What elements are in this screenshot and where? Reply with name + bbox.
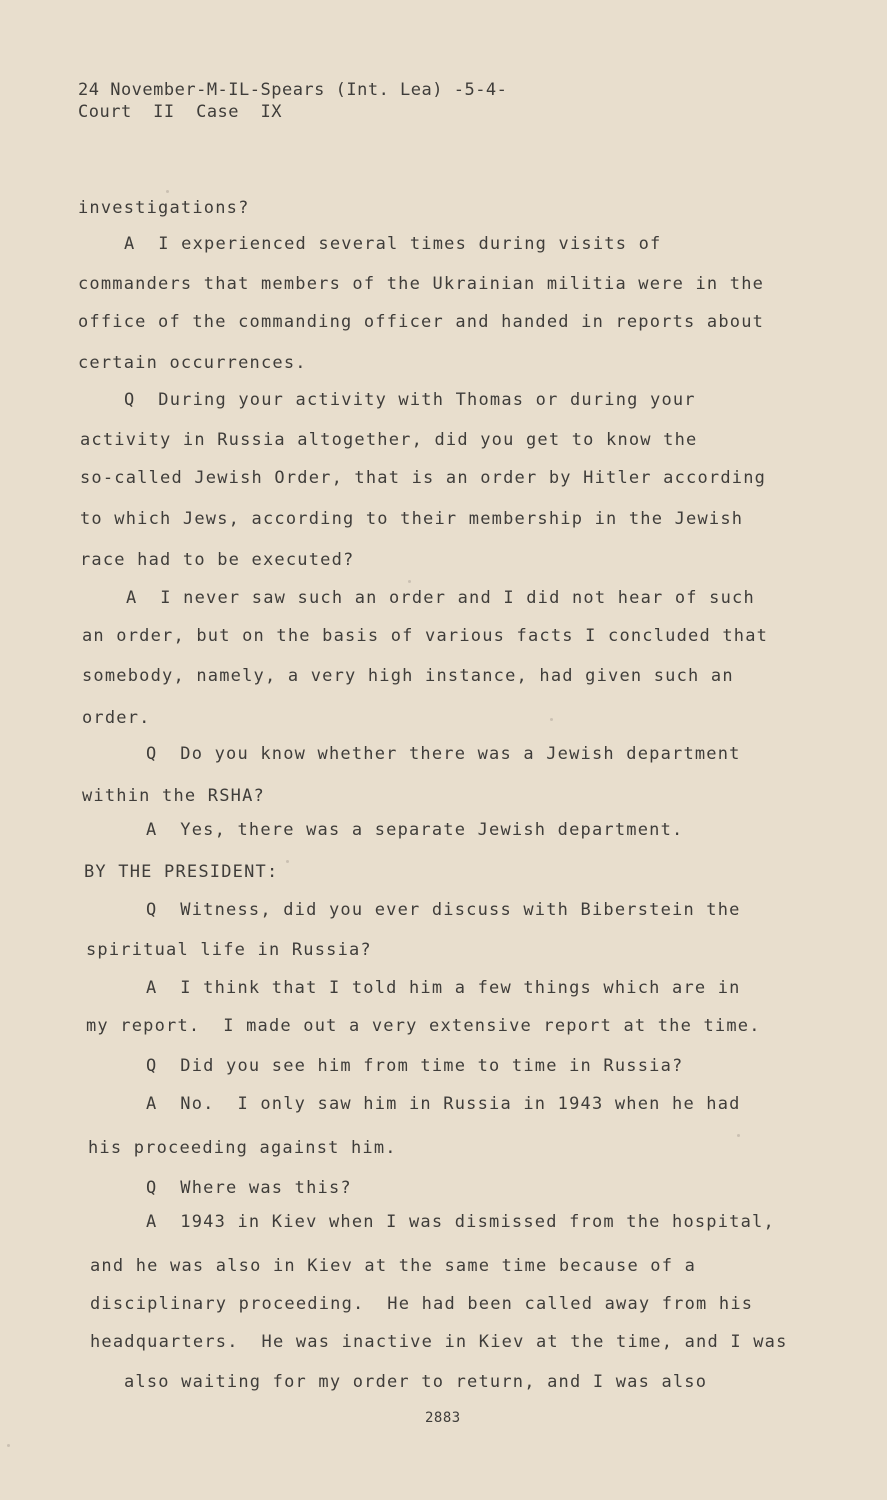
text-line: to which Jews, according to their membership in the Jewish <box>80 509 744 529</box>
text-line: activity in Russia altogether, did you get to know the <box>80 430 698 450</box>
text-line: my report. I made out a very extensive report at the time. <box>86 1016 761 1036</box>
text-line: somebody, namely, a very high instance, had given such an <box>82 666 734 686</box>
text-line: Q Do you know whether there was a Jewish department <box>146 744 741 764</box>
text-line: order. <box>82 708 151 728</box>
text-line: commanders that members of the Ukrainian militia were in the <box>78 274 765 294</box>
text-line: Q Did you see him from time to time in Russia? <box>146 1056 684 1076</box>
text-line: spiritual life in Russia? <box>86 940 372 960</box>
text-line: A I think that I told him a few things which are in <box>146 978 741 998</box>
text-line: Q During your activity with Thomas or during your <box>124 390 696 410</box>
text-line: A 1943 in Kiev when I was dismissed from the hospital, <box>146 1212 775 1232</box>
text-line: investigations? <box>78 198 250 218</box>
text-line: also waiting for my order to return, and I was also <box>124 1372 708 1392</box>
text-line: headquarters. He was inactive in Kiev at the time, and I was <box>90 1332 788 1352</box>
text-line: disciplinary proceeding. He had been called away from his <box>90 1294 754 1314</box>
header-line-2: Court II Case IX <box>78 102 282 122</box>
paper-speck <box>286 860 289 863</box>
text-line: so-called Jewish Order, that is an order by Hitler according <box>80 468 767 488</box>
paper-speck <box>7 1444 10 1447</box>
header-line-1: 24 November-M-IL-Spears (Int. Lea) -5-4- <box>78 80 508 100</box>
paper-speck <box>166 190 169 193</box>
paper-speck <box>737 1134 740 1137</box>
text-line: certain occurrences. <box>78 353 307 373</box>
text-line: and he was also in Kiev at the same time because of a <box>90 1256 697 1276</box>
text-line: A I never saw such an order and I did not hear of such <box>126 588 755 608</box>
text-line: BY THE PRESIDENT: <box>84 862 279 882</box>
text-line: his proceeding against him. <box>88 1138 397 1158</box>
text-line: an order, but on the basis of various facts I concluded that <box>82 626 769 646</box>
text-line: Q Witness, did you ever discuss with Biberstein the <box>146 900 741 920</box>
paper-speck <box>550 718 553 721</box>
paper-speck <box>408 580 411 583</box>
text-line: office of the commanding officer and handed in reports about <box>78 312 765 332</box>
text-line: within the RSHA? <box>82 786 265 806</box>
text-line: race had to be executed? <box>80 550 355 570</box>
text-line: Q Where was this? <box>146 1178 352 1198</box>
text-line: A No. I only saw him in Russia in 1943 when he had <box>146 1094 741 1114</box>
page-number: 2883 <box>425 1410 461 1426</box>
text-line: A I experienced several times during visits of <box>124 234 662 254</box>
text-line: A Yes, there was a separate Jewish department. <box>146 820 684 840</box>
